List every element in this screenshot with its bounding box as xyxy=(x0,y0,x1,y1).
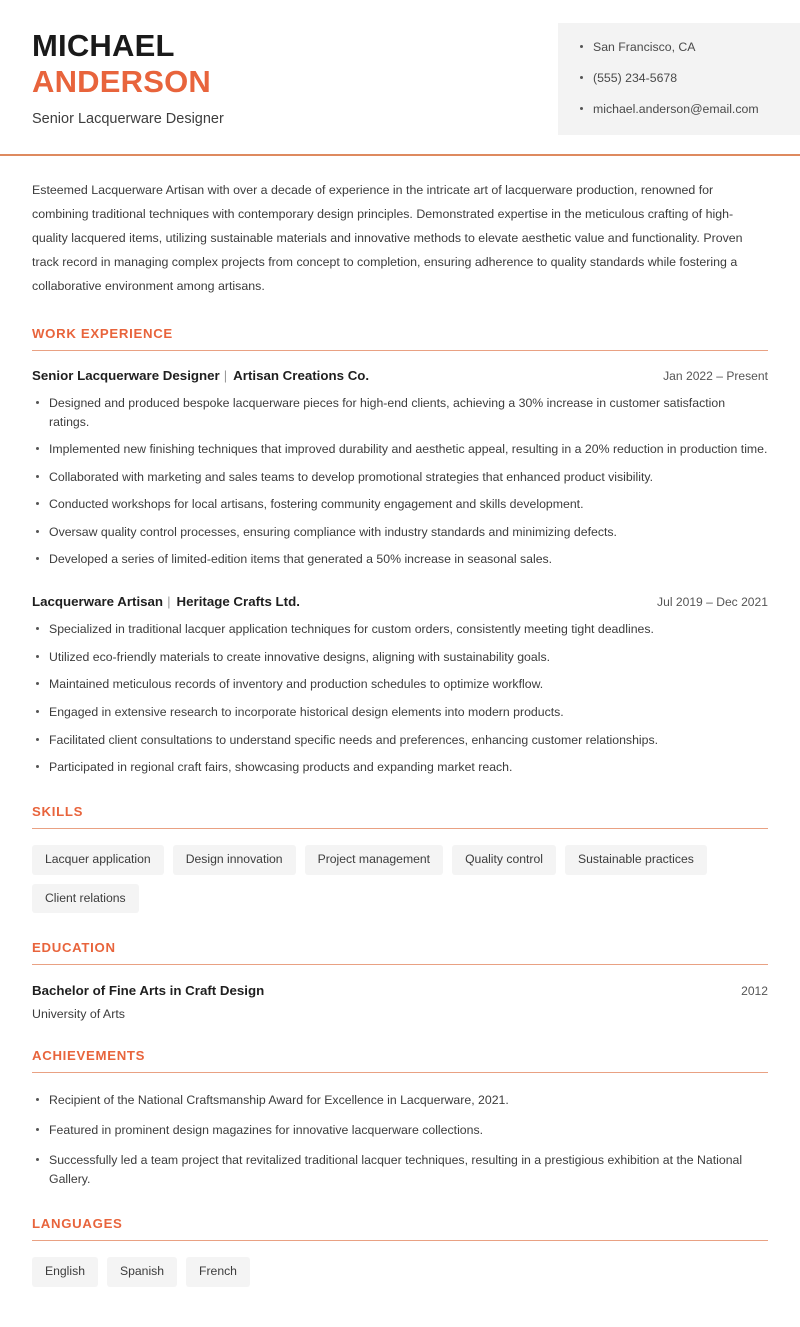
language-chip: Spanish xyxy=(107,1257,177,1286)
skill-chip: Quality control xyxy=(452,845,556,874)
resume-header xyxy=(0,0,800,135)
experience-role: Senior Lacquerware Designer xyxy=(32,367,220,383)
language-chip: English xyxy=(32,1257,98,1286)
bullet-icon xyxy=(580,45,583,48)
education-degree: Bachelor of Fine Arts in Craft Design xyxy=(32,983,265,998)
bullet-text: Maintained meticulous records of inventory and production schedules to optimize workflow. xyxy=(49,677,544,692)
bullet-text: Featured in prominent design magazines for innovative lacquerware collections. xyxy=(49,1123,484,1138)
section-languages xyxy=(32,1216,768,1326)
section-divider xyxy=(32,964,768,965)
contact-email-text: michael.anderson@email.com xyxy=(593,102,759,117)
list-item xyxy=(32,703,768,722)
skills-chip-list xyxy=(32,845,768,913)
list-item xyxy=(32,731,768,750)
contact-location xyxy=(580,39,786,56)
bullet-icon xyxy=(36,1098,39,1101)
section-title-education: EDUCATION xyxy=(32,940,116,955)
bullet-text: Utilized eco-friendly materials to create innovative designs, aligning with sustainability goals. xyxy=(49,649,551,664)
bullet-text: Collaborated with marketing and sales teams to develop promotional strategies that enhanced product visibility. xyxy=(49,469,654,484)
header-identity xyxy=(0,22,224,127)
experience-role: Lacquerware Artisan xyxy=(32,594,164,610)
section-skills xyxy=(32,804,768,913)
bullet-icon xyxy=(36,655,39,658)
language-chip: French xyxy=(186,1257,250,1286)
list-item xyxy=(32,394,768,432)
contact-email[interactable] xyxy=(580,101,786,118)
bullet-icon xyxy=(36,401,39,404)
bullet-text: Successfully led a team project that revitalized traditional lacquer techniques, resulting in a prestigious exhibition at the National Gallery. xyxy=(49,1153,743,1187)
section-title-languages: LANGUAGES xyxy=(32,1216,123,1232)
section-divider xyxy=(32,1072,768,1073)
experience-entry xyxy=(32,368,768,570)
achievements-list-wrap xyxy=(32,1091,768,1189)
section-divider xyxy=(32,828,768,829)
experience-bullets xyxy=(32,620,768,777)
bullet-text: Engaged in extensive research to incorporate historical design elements into modern products. xyxy=(49,705,564,720)
bullet-icon xyxy=(36,738,39,741)
skill-chip: Lacquer application xyxy=(32,845,164,874)
list-item xyxy=(32,675,768,694)
section-divider xyxy=(32,1240,768,1241)
section-divider xyxy=(32,350,768,351)
list-item xyxy=(32,758,768,777)
contact-phone-text: (555) 234-5678 xyxy=(593,71,678,86)
bullet-text: Implemented new finishing techniques that improved durability and aesthetic appeal, resulting in a 20% reduction in production time. xyxy=(49,442,768,457)
skill-chip: Project management xyxy=(305,845,443,874)
list-item xyxy=(32,550,768,569)
section-work-experience xyxy=(32,326,768,778)
section-title-achievements: ACHIEVEMENTS xyxy=(32,1048,146,1063)
experience-date: Jul 2019 – Dec 2021 xyxy=(657,595,768,610)
achievements-bullets xyxy=(32,1091,768,1189)
list-item xyxy=(32,1151,768,1189)
title-separator: | xyxy=(223,367,228,383)
bullet-text: Oversaw quality control processes, ensuring compliance with industry standards and minimizing defects. xyxy=(49,524,617,539)
title-separator: | xyxy=(167,594,171,610)
list-item xyxy=(32,1091,768,1110)
bullet-icon xyxy=(36,447,39,450)
experience-company: Artisan Creations Co. xyxy=(233,367,370,383)
bullet-icon xyxy=(580,107,583,110)
section-title-work-experience: WORK EXPERIENCE xyxy=(32,325,173,341)
bullet-icon xyxy=(36,502,39,505)
list-item xyxy=(32,495,768,514)
bullet-text: Participated in regional craft fairs, showcasing products and expanding market reach. xyxy=(49,760,513,775)
bullet-icon xyxy=(36,627,39,630)
section-education xyxy=(32,940,768,1021)
experience-bullets xyxy=(32,394,768,570)
list-item xyxy=(32,468,768,487)
education-entry-header xyxy=(32,983,768,998)
experience-entry xyxy=(32,594,768,777)
bullet-icon xyxy=(36,710,39,713)
bullet-text: Designed and produced bespoke lacquerware pieces for high-end clients, achieving a 30% increase in customer satisfaction ratings. xyxy=(49,395,726,429)
list-item xyxy=(32,620,768,639)
list-item xyxy=(32,648,768,667)
contact-box xyxy=(558,23,800,135)
list-item xyxy=(32,440,768,459)
professional-summary: Esteemed Lacquerware Artisan with over a decade of experience in the intricate art of lacquerware production, renowned for combining traditional techniques with contemporary design principles. Demonstrated expertise in the meticulous crafting of high-quality lacquered items, utilizing sustainable materials and innovative methods to elevate aesthetic value and functionality. Proven track record in managing complex projects from concept to completion, ensuring adherence to quality standards while fostering a collaborative environment among artisans. xyxy=(32,182,743,294)
experience-entry-header xyxy=(32,594,768,609)
bullet-icon xyxy=(36,682,39,685)
list-item xyxy=(32,1121,768,1140)
contact-location-text: San Francisco, CA xyxy=(593,40,696,54)
bullet-text: Recipient of the National Craftsmanship Award for Excellence in Lacquerware, 2021. xyxy=(49,1093,509,1107)
bullet-icon xyxy=(36,475,39,478)
bullet-text: Specialized in traditional lacquer application techniques for custom orders, consistently meeting tight deadlines. xyxy=(49,622,654,637)
section-achievements xyxy=(32,1048,768,1189)
list-item xyxy=(32,523,768,542)
section-title-skills: SKILLS xyxy=(32,804,84,820)
bullet-text: Developed a series of limited-edition items that generated a 50% increase in seasonal sales. xyxy=(49,552,553,567)
education-school: University of Arts xyxy=(32,1007,125,1021)
skill-chip: Client relations xyxy=(32,884,139,913)
experience-date: Jan 2022 – Present xyxy=(663,368,768,383)
education-entry xyxy=(32,983,768,1021)
bullet-text: Facilitated client consultations to understand specific needs and preferences, enhancing customer relationships. xyxy=(49,732,659,747)
bullet-icon xyxy=(36,530,39,533)
first-name: MICHAEL xyxy=(32,28,175,63)
bullet-icon xyxy=(36,765,39,768)
resume-content xyxy=(0,178,800,1327)
experience-title xyxy=(32,594,300,609)
experience-title xyxy=(32,368,369,383)
skill-chip: Sustainable practices xyxy=(565,845,707,874)
bullet-icon xyxy=(580,76,583,79)
job-title: Senior Lacquerware Designer xyxy=(32,110,224,127)
last-name: ANDERSON xyxy=(32,63,212,99)
experience-company: Heritage Crafts Ltd. xyxy=(176,594,300,610)
bullet-text: Conducted workshops for local artisans, fostering community engagement and skills development. xyxy=(49,497,584,512)
languages-chip-list xyxy=(32,1257,768,1286)
bullet-icon xyxy=(36,1158,39,1161)
experience-entry-header xyxy=(32,368,768,383)
education-year: 2012 xyxy=(741,984,768,998)
contact-phone[interactable] xyxy=(580,70,786,87)
skill-chip: Design innovation xyxy=(173,845,296,874)
bullet-icon xyxy=(36,557,39,560)
header-divider xyxy=(0,154,800,156)
